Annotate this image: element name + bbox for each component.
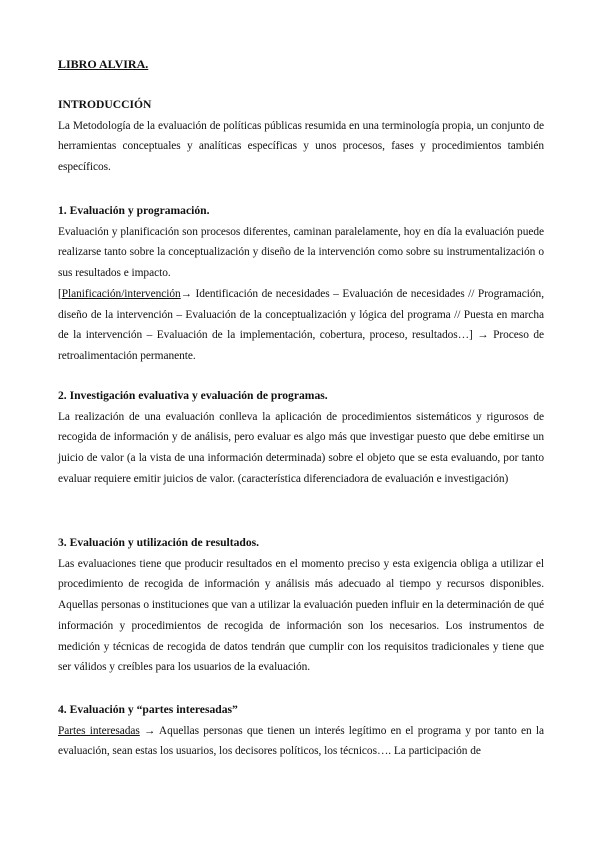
section-3-paragraph: Las evaluaciones tiene que producir resultados en el momento preciso y esta exigencia obliga a utilizar el procedimiento de recogida de información y análisis más adecuado al tiempo y recursos disponibles. Aquellas personas o instituciones que van a utilizar la evaluación pueden influir en la determinación de qué información y procedimientos de recogida de información son los necesarios. Los instrumentos de medición y técnicas de recogida de datos tendrán que cumplir con los requisitos tradicionales y tiene que ser válidos y creíbles para los usuarios de la evaluación. <box>58 557 544 674</box>
section-1-flow-paragraph <box>58 284 544 367</box>
section-2 <box>58 386 544 490</box>
section-3-heading: 3. Evaluación y utilización de resultados. <box>58 536 260 549</box>
intro-heading: INTRODUCCIÓN <box>58 98 152 111</box>
section-1-flow-text: → Identificación de necesidades – Evaluación de necesidades // Programación, diseño de la intervención – Evaluación de la conceptualización y lógica del programa // Puesta en marcha de la intervención – Evaluación de la implementación, cobertura, proceso, resultados…] → Proceso de retroalimentación permanente. <box>58 287 544 362</box>
section-1-heading: 1. Evaluación y programación. <box>58 204 210 217</box>
section-1-paragraph: Evaluación y planificación son procesos diferentes, caminan paralelamente, hoy en día la evaluación puede realizarse tanto sobre la conceptualización y diseño de la intervención como sobre su instrumentalización o sus resultados e impacto. <box>58 225 544 280</box>
section-4-paragraph <box>58 721 544 762</box>
section-4-heading: 4. Evaluación y “partes interesadas” <box>58 703 238 716</box>
document-title: LIBRO ALVIRA. <box>58 57 149 71</box>
section-2-heading: 2. Investigación evaluativa y evaluación de programas. <box>58 389 328 402</box>
section-1 <box>58 201 544 367</box>
section-4-text: → Aquellas personas que tienen un interés legítimo en el programa y por tanto en la evaluación, sean estas los usuarios, los decisores políticos, los técnicos…. La participación de <box>58 724 544 758</box>
section-2-paragraph: La realización de una evaluación conlleva la aplicación de procedimientos sistemáticos y rigurosos de recogida de información y de análisis, pero evaluar es algo más que investigar puesto que debe emitirse un juicio de valor (a la vista de una información determinada) sobre el objeto que se esta evaluando, por tanto evaluar requiere emitir juicios de valor. (característica diferenciadora de evaluación e investigación) <box>58 410 544 485</box>
section-4 <box>58 700 544 762</box>
bracket-open: [ <box>58 287 62 300</box>
intro-paragraph: La Metodología de la evaluación de políticas públicas resumida en una terminología propia, un conjunto de herramientas conceptuales y analíticas específicas y unos procesos, fases y procedimientos también específicos. <box>58 119 544 174</box>
section-3 <box>58 533 544 678</box>
partes-interesadas-term: Partes interesadas <box>58 724 140 737</box>
intro-section <box>58 95 544 178</box>
planificacion-term: Planificación/intervención <box>61 287 181 300</box>
